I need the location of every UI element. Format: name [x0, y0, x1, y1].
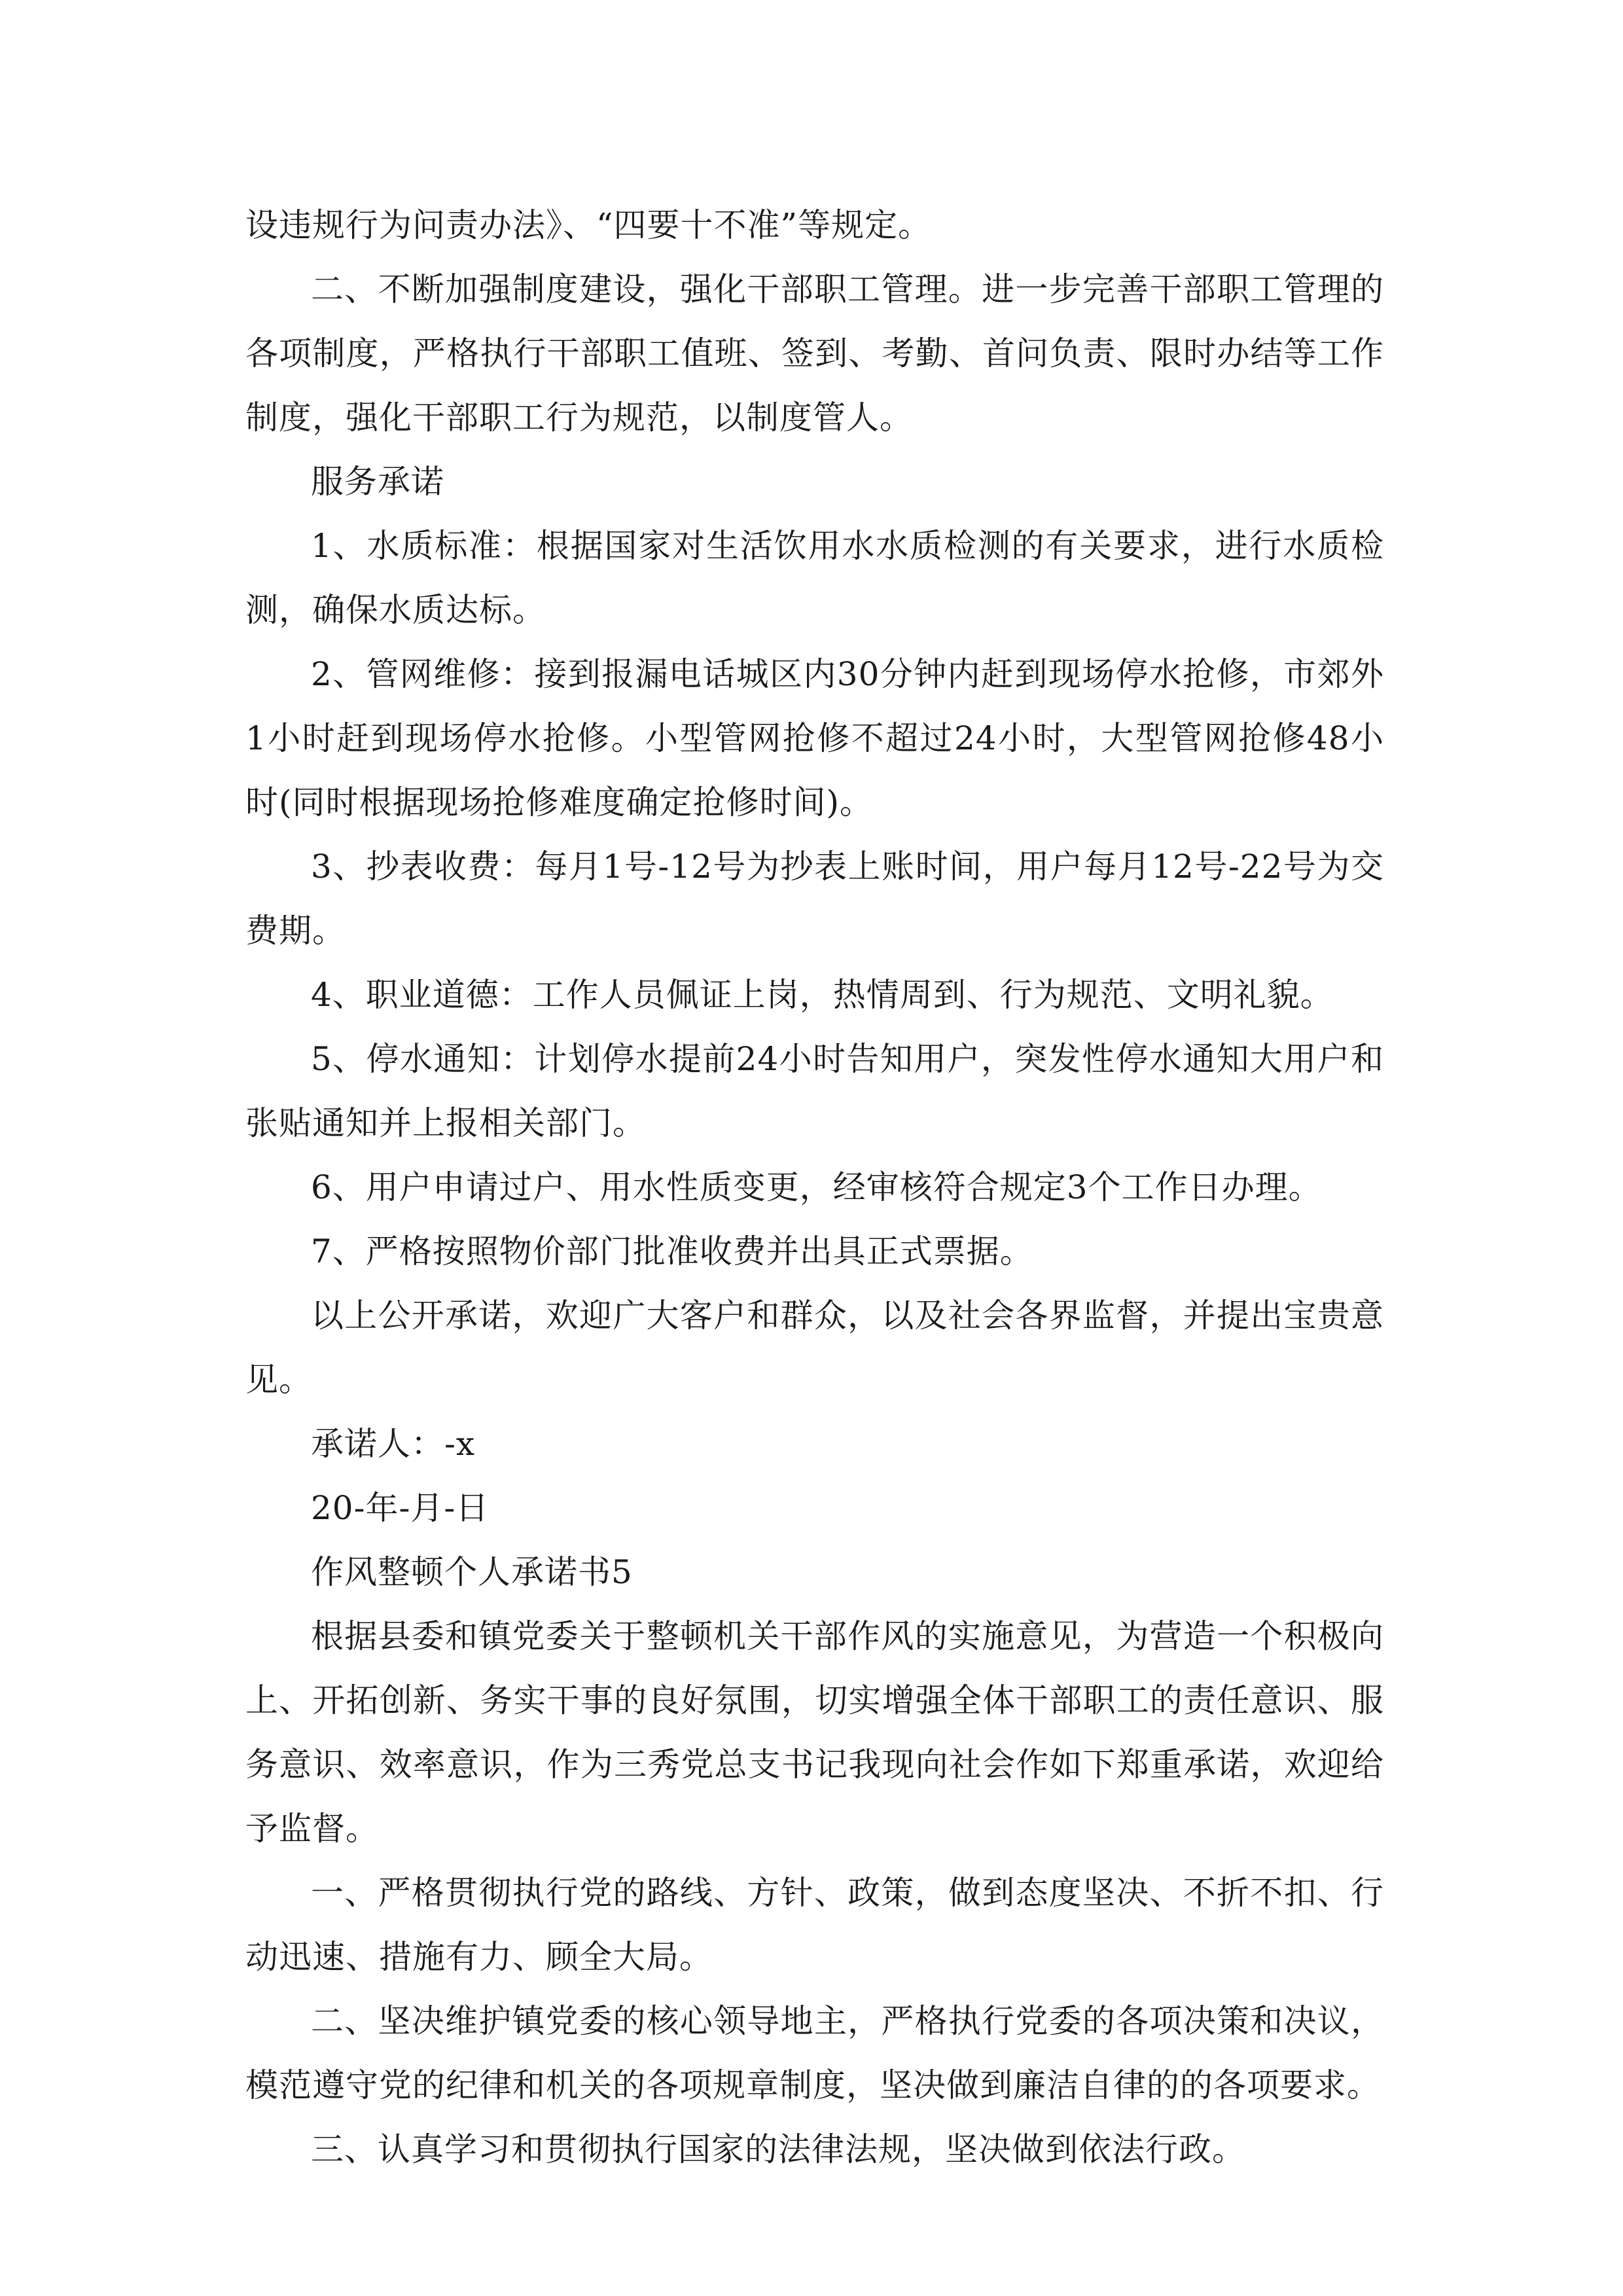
pledge-item-1: 一、严格贯彻执行党的路线、方针、政策，做到态度坚决、不折不扣、行动迅速、措施有力、顾全大局。 [245, 1874, 1384, 1976]
promise-item-6: 6、用户申请过户、用水性质变更，经审核符合规定3个工作日办理。 [311, 1168, 1322, 1206]
signatory-line: 承诺人：-x [311, 1425, 476, 1463]
pledge-intro: 根据县委和镇党委关于整顿机关干部作风的实施意见，为营造一个积极向上、开拓创新、务实干事的良好氛围，切实增强全体干部职工的责任意识、服务意识、效率意识，作为三秀党总支书记我现向社会作如下郑重承诺，欢迎给予监督。 [245, 1617, 1384, 1848]
promise-item-3: 3、抄表收费：每月1号-12号为抄表上账时间，用户每月12号-22号为交费期。 [245, 848, 1384, 950]
promise-item-2: 2、管网维修：接到报漏电话城区内30分钟内赶到现场停水抢修，市郊外1小时赶到现场停水抢修。小型管网抢修不超过24小时，大型管网抢修48小时(同时根据现场抢修难度确定抢修时间)。 [245, 655, 1384, 821]
promise-item-1: 1、水质标准：根据国家对生活饮用水水质检测的有关要求，进行水质检测，确保水质达标。 [245, 527, 1384, 629]
paragraph-system-building: 二、不断加强制度建设，强化干部职工管理。进一步完善干部职工管理的各项制度，严格执行干部职工值班、签到、考勤、首问负责、限时办结等工作制度，强化干部职工行为规范，以制度管人。 [245, 270, 1384, 437]
section-title-pledge-5: 作风整顿个人承诺书5 [311, 1553, 633, 1591]
pledge-item-3: 三、认真学习和贯彻执行国家的法律法规，坚决做到依法行政。 [311, 2130, 1245, 2168]
promise-item-4: 4、职业道德：工作人员佩证上岗，热情周到、行为规范、文明礼貌。 [311, 976, 1334, 1014]
section-heading-service-promise: 服务承诺 [311, 463, 444, 501]
pledge-item-2: 二、坚决维护镇党委的核心领导地主，严格执行党委的各项决策和决议，模范遵守党的纪律和机关的各项规章制度，坚决做到廉洁自律的的各项要求。 [245, 2002, 1384, 2104]
promise-item-7: 7、严格按照物价部门批准收费并出具正式票据。 [311, 1232, 1033, 1270]
paragraph-continuation: 设违规行为问责办法》、“四要十不准”等规定。 [245, 206, 932, 244]
promise-item-5: 5、停水通知：计划停水提前24小时告知用户，突发性停水通知大用户和张贴通知并上报相关部门。 [245, 1040, 1384, 1142]
document-body [245, 193, 1384, 2181]
closing-statement: 以上公开承诺，欢迎广大客户和群众，以及社会各界监督，并提出宝贵意见。 [245, 1297, 1384, 1399]
date-line: 20-年-月-日 [311, 1489, 490, 1527]
